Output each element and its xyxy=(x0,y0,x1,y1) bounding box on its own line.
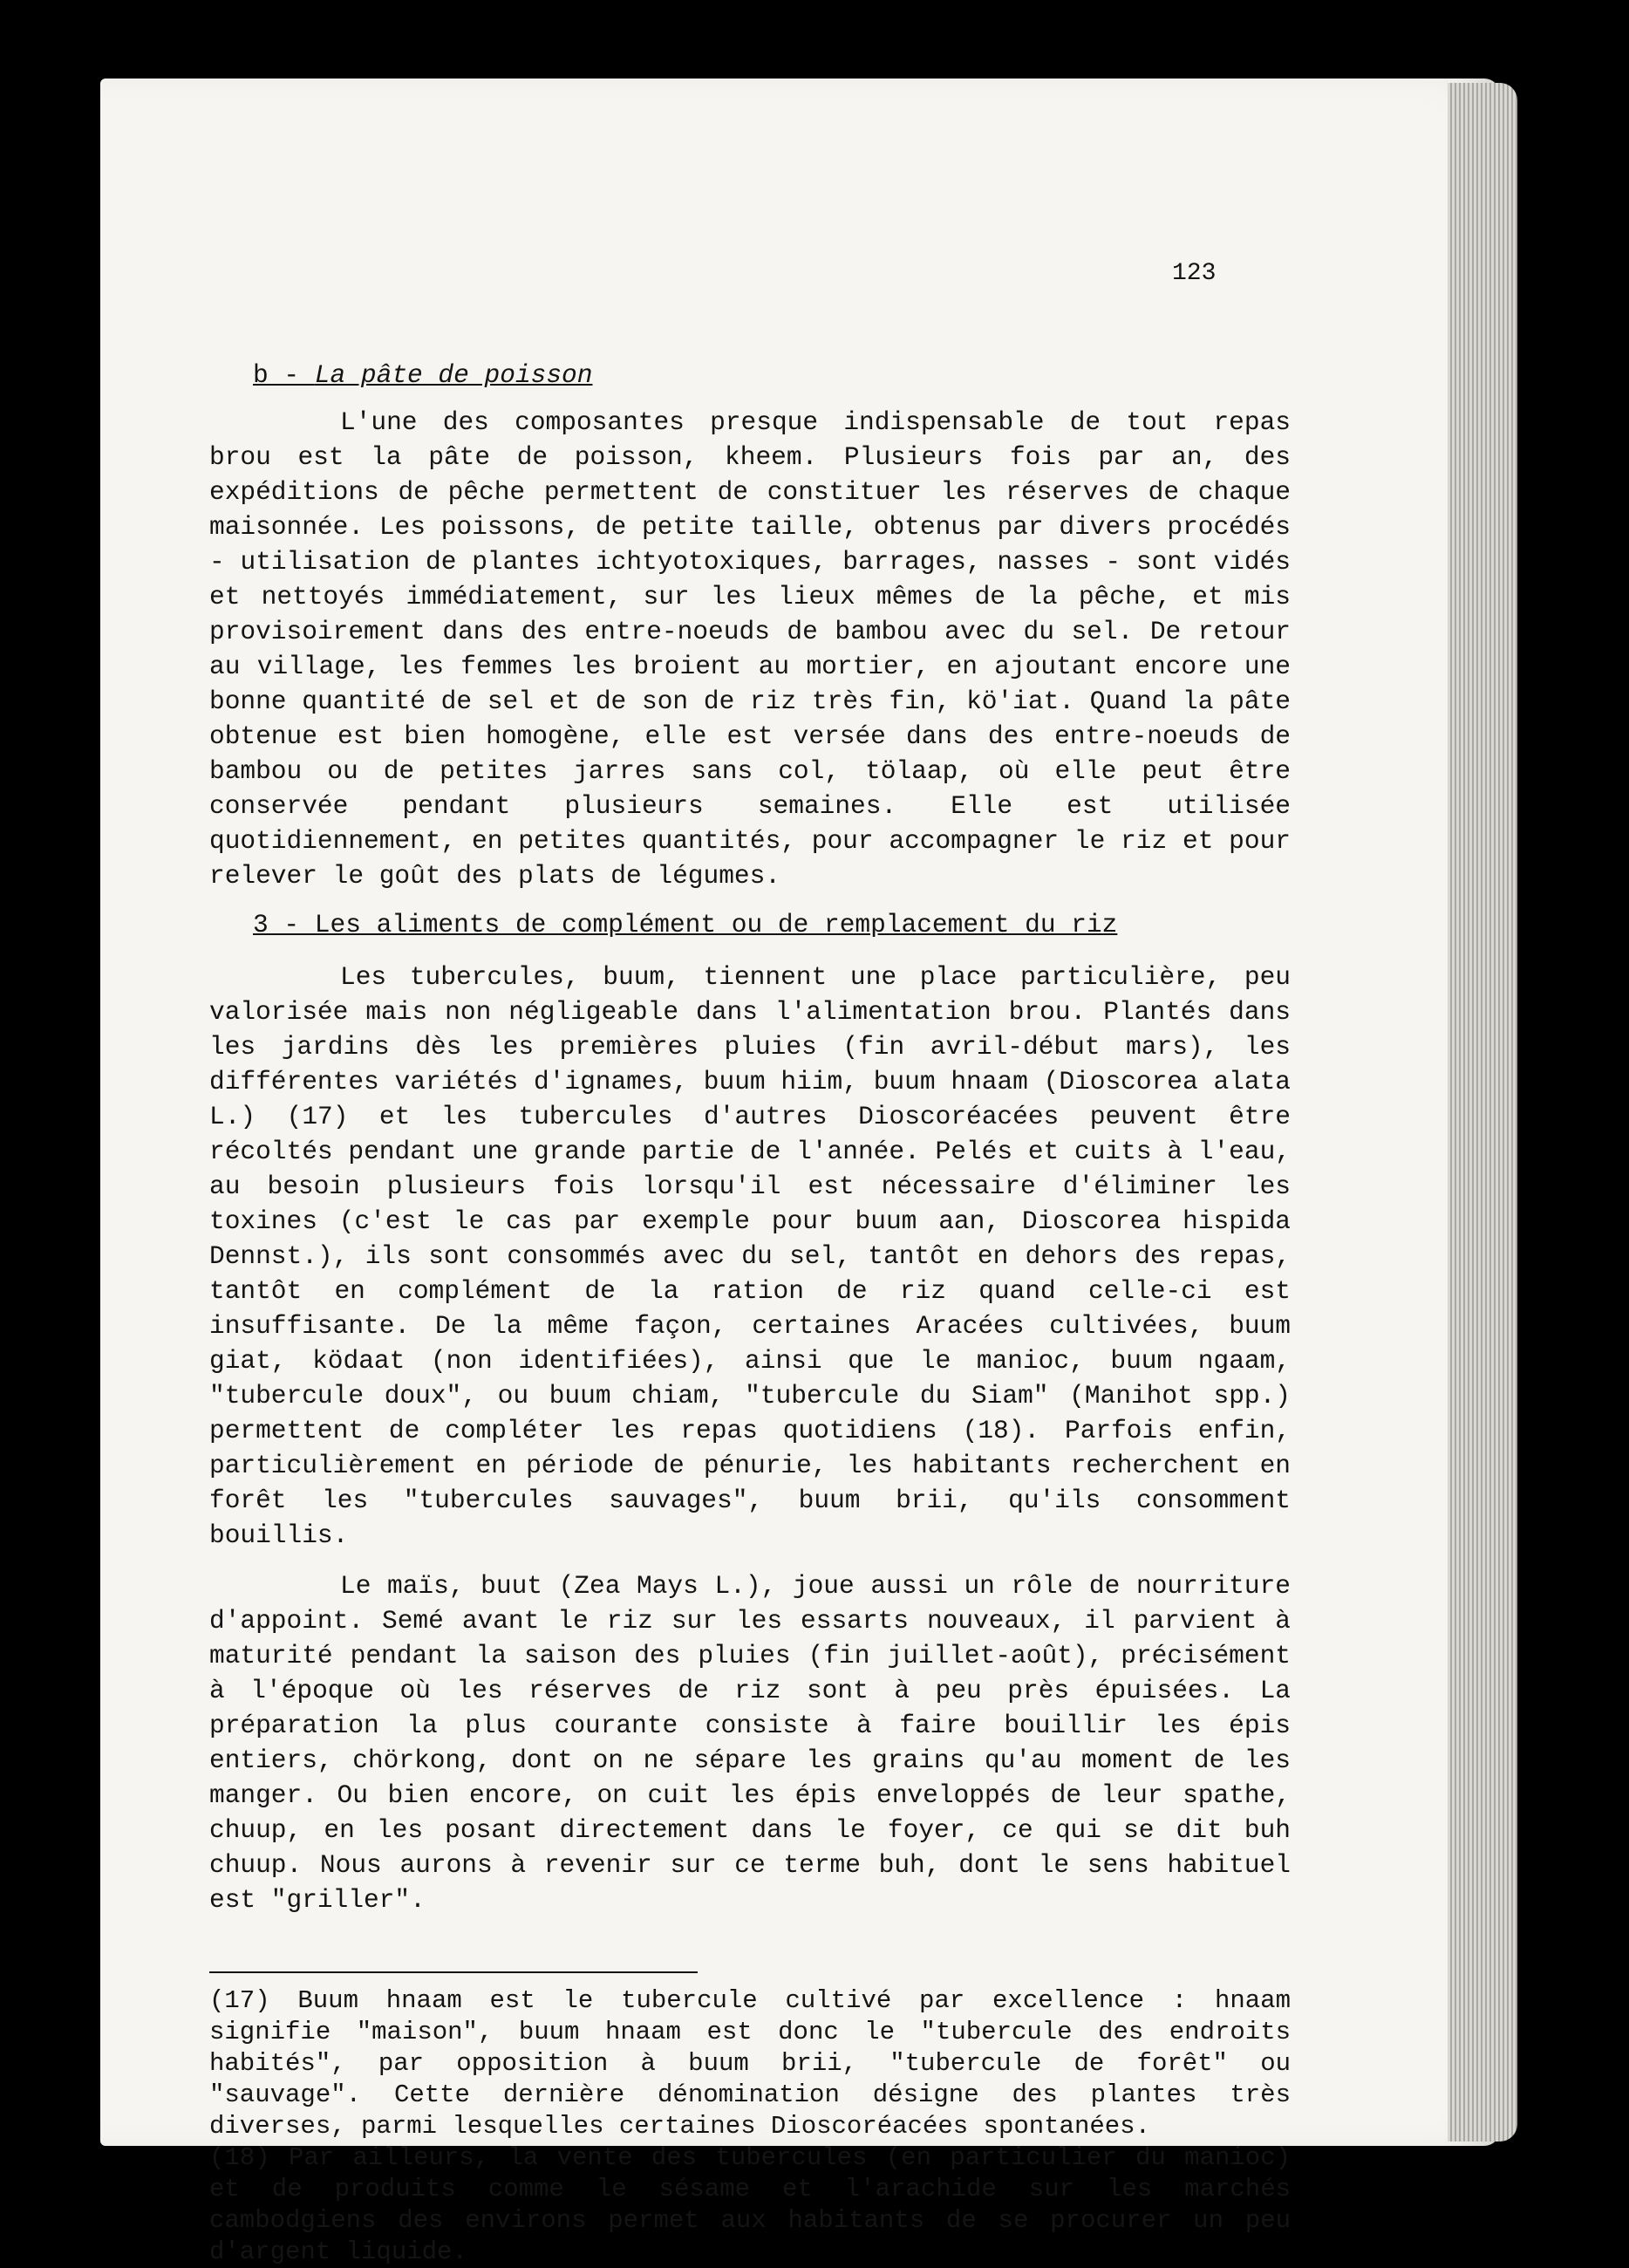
paragraph-maize: Le maïs, buut (Zea Mays L.), joue aussi un rôle de nourriture d'appoint. Semé avant le riz sur les essarts nouveaux, il parvient à maturité pendant la saison des pluies (fin juillet-août), précisément à l'époque où les réserves de riz sont à peu près épuisées. La préparation la plus courante consiste à faire bouillir les épis entiers, chörkong, dont on ne sépare les grains qu'au moment de les manger. Ou bien encore, on cuit les épis enveloppés de leur spathe, chuup, en les posant directement dans le foyer, ce qui se dit buh chuup. Nous aurons à revenir sur ce terme buh, dont le sens habituel est "griller". xyxy=(209,1571,1291,1915)
page-content xyxy=(209,262,1291,2268)
section-b-label: b - xyxy=(253,360,315,390)
section-3-heading: 3 - Les aliments de complément ou de remplacement du riz xyxy=(253,910,1118,939)
footnote-18: (18) Par ailleurs, la vente des tubercules (en particulier du manioc) et de produits comme le sésame et l'arachide sur les marchés cambodgiens des environs permet aux habitants de se procurer un peu d'argent liquide. xyxy=(209,2143,1291,2266)
section-b-heading xyxy=(253,358,1291,393)
footnote-divider xyxy=(209,1971,698,1973)
page-edges xyxy=(1448,83,1517,2142)
footnote-17: (17) Buum hnaam est le tubercule cultivé par excellence : hnaam signifie "maison", buum hnaam est donc le "tubercule des endroits habités", par opposition à buum brii, "tubercule de forêt" ou "sauvage". Cette dernière dénomination désigne des plantes très diverses, parmi lesquelles certaines Dioscoréacées spontanées. xyxy=(209,1986,1291,2141)
paragraph-tubers: Les tubercules, buum, tiennent une place particulière, peu valorisée mais non négligeable dans l'alimentation brou. Plantés dans les jardins dès les premières pluies (fin avril-début mars), les différentes variétés d'ignames, buum hiim, buum hnaam (Dioscorea alata L.) (17) et les tubercules d'autres Dioscoréacées peuvent être récoltés pendant une grande partie de l'année. Pelés et cuits à l'eau, au besoin plusieurs fois lorsqu'il est nécessaire d'éliminer les toxines (c'est le cas par exemple pour buum aan, Dioscorea hispida Dennst.), ils sont consommés avec du sel, tantôt en dehors des repas, tantôt en complément de la ration de riz quand celle-ci est insuffisante. De la même façon, certaines Aracées cultivées, buum giat, ködaat (non identifiées), ainsi que le manioc, buum ngaam, "tubercule doux", ou buum chiam, "tubercule du Siam" (Manihot spp.) permettent de compléter les repas quotidiens (18). Parfois enfin, particulièrement en période de pénurie, les habitants recherchent en forêt les "tubercules sauvages", buum brii, qu'ils consomment bouillis. xyxy=(209,962,1291,1550)
paragraph-fish-paste: L'une des composantes presque indispensable de tout repas brou est la pâte de poisson, kheem. Plusieurs fois par an, des expéditions de pêche permettent de constituer les réserves de chaque maisonnée. Les poissons, de petite taille, obtenus par divers procédés - utilisation de plantes ichtyotoxiques, barrages, nasses - sont vidés et nettoyés immédiatement, sur les lieux mêmes de la pêche, et mis provisoirement dans des entre-noeuds de bambou avec du sel. De retour au village, les femmes les broient au mortier, en ajoutant encore une bonne quantité de sel et de son de riz très fin, kö'iat. Quand la pâte obtenue est bien homogène, elle est versée dans des entre-noeuds de bambou ou de petites jarres sans col, tölaap, où elle peut être conservée pendant plusieurs semaines. Elle est utilisée quotidiennement, en petites quantités, pour accompagner le riz et pour relever le goût des plats de légumes. xyxy=(209,407,1291,891)
section-b-title: La pâte de poisson xyxy=(314,360,593,390)
page-number: 123 xyxy=(1172,260,1217,287)
